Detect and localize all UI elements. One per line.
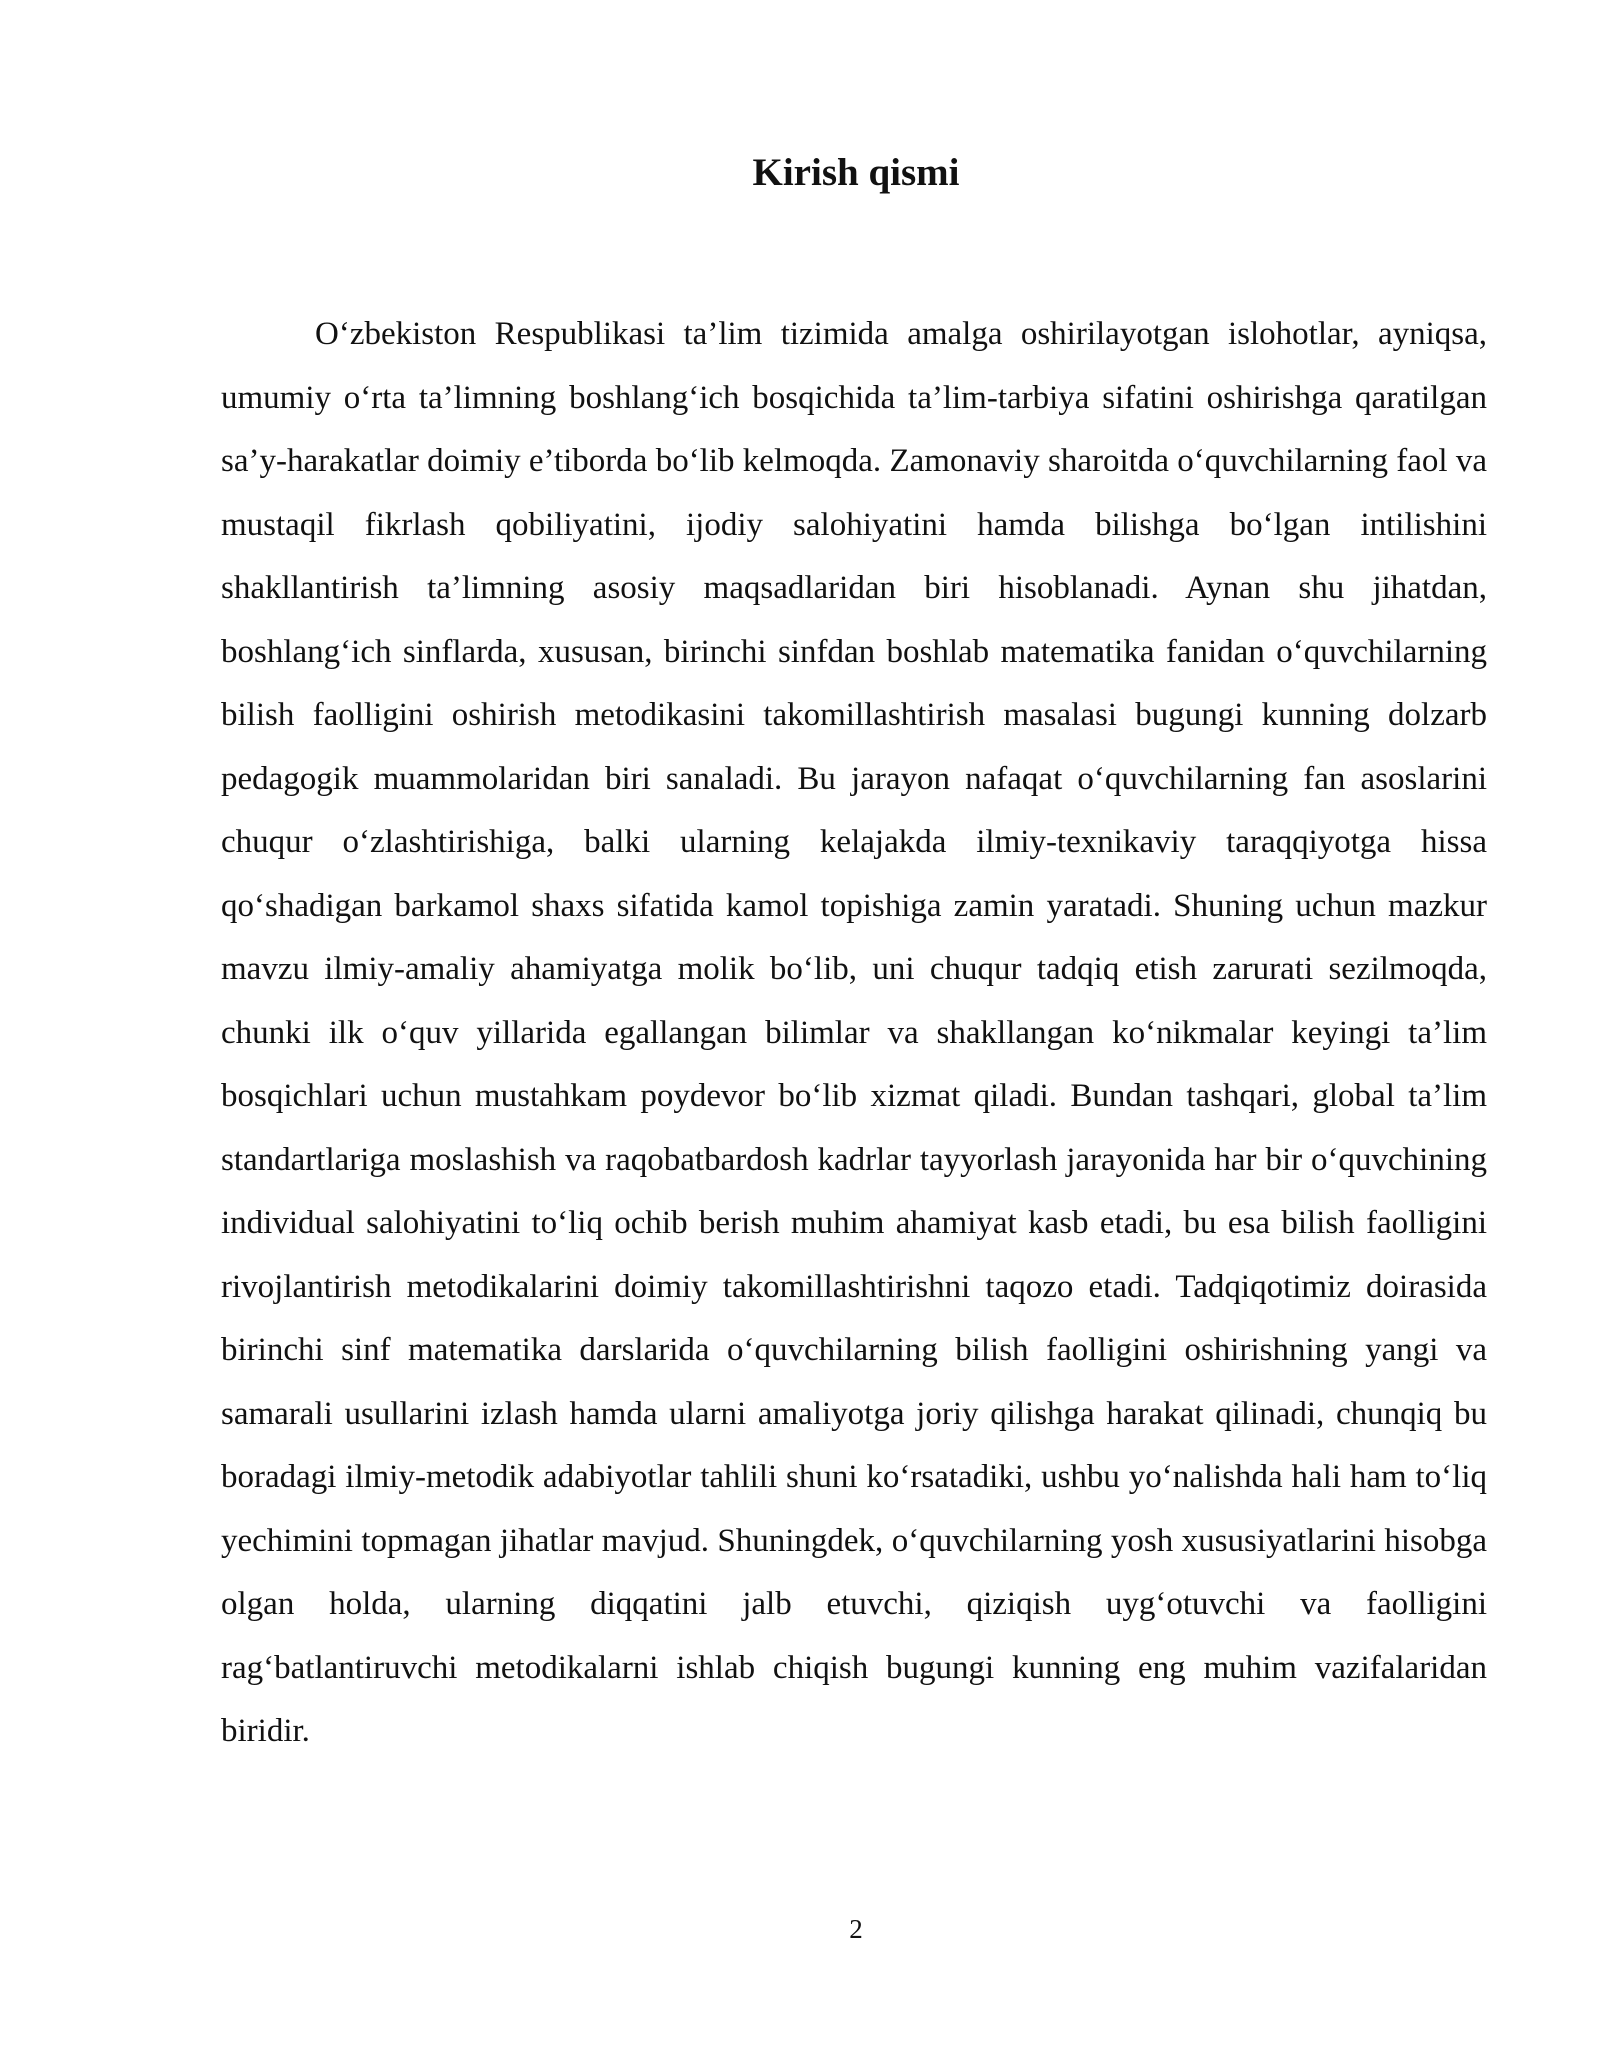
section-title: Kirish qismi (752, 151, 960, 194)
page-number: 2 (849, 1914, 863, 1944)
body-paragraph: O‘zbekiston Respublikasi ta’lim tizimida amalga oshirilayotgan islohotlar, ayniqsa, umumiy o‘rta ta’limning boshlang‘ich bosqichida ta’lim-tarbiya sifatini oshirishga qaratilgan sa’y-harakatlar doimiy e’tiborda bo‘lib kelmoqda. Zamonaviy sharoitda o‘quvchilarning faol va mustaqil fikrlash qobiliyatini, ijodiy salohiyatini hamda bilishga bo‘lgan intilishini shakllantirish ta’limning asosiy maqsadlaridan biri hisoblanadi. Aynan shu jihatdan, boshlang‘ich sinflarda, xususan, birinchi sinfdan boshlab matematika fanidan o‘quvchilarning bilish faolligini oshirish metodikasini takomillashtirish masalasi bugungi kunning dolzarb pedagogik muammolaridan biri sanaladi. Bu jarayon nafaqat o‘quvchilarning fan asoslarini chuqur o‘zlashtirishiga, balki ularning kelajakda ilmiy-texnikaviy taraqqiyotga hissa qo‘shadigan barkamol shaxs sifatida kamol topishiga zamin yaratadi. Shuning uchun mazkur mavzu ilmiy-amaliy ahamiyatga molik bo‘lib, uni chuqur tadqiq etish zarurati sezilmoqda, chunki ilk o‘quv yillarida egallangan bilimlar va shakllangan ko‘nikmalar keyingi ta’lim bosqichlari uchun mustahkam poydevor bo‘lib xizmat qiladi. Bundan tashqari, global ta’lim standartlariga moslashish va raqobatbardosh kadrlar tayyorlash jarayonida har bir o‘quvchining individual salohiyatini to‘liq ochib berish muhim ahamiyat kasb etadi, bu esa bilish faolligini rivojlantirish metodikalarini doimiy takomillashtirishni taqozo etadi. Tadqiqotimiz doirasida birinchi sinf matematika darslarida o‘quvchilarning bilish faolligini oshirishning yangi va samarali usullarini izlash hamda ularni amaliyotga joriy qilishga harakat qilinadi, chunqiq bu boradagi ilmiy-metodik adabiyotlar tahlili shuni ko‘rsatadiki, ushbu yo‘nalishda hali ham to‘liq yechimini topmagan jihatlar mavjud. Shuningdek, o‘quvchilarning yosh xususiyatlarini hisobga olgan holda, ularning diqqatini jalb etuvchi, qiziqish uyg‘otuvchi va faolligini rag‘batlantiruvchi metodikalarni ishlab chiqish bugungi kunning eng muhim vazifalaridan biridir. (221, 316, 1487, 1749)
